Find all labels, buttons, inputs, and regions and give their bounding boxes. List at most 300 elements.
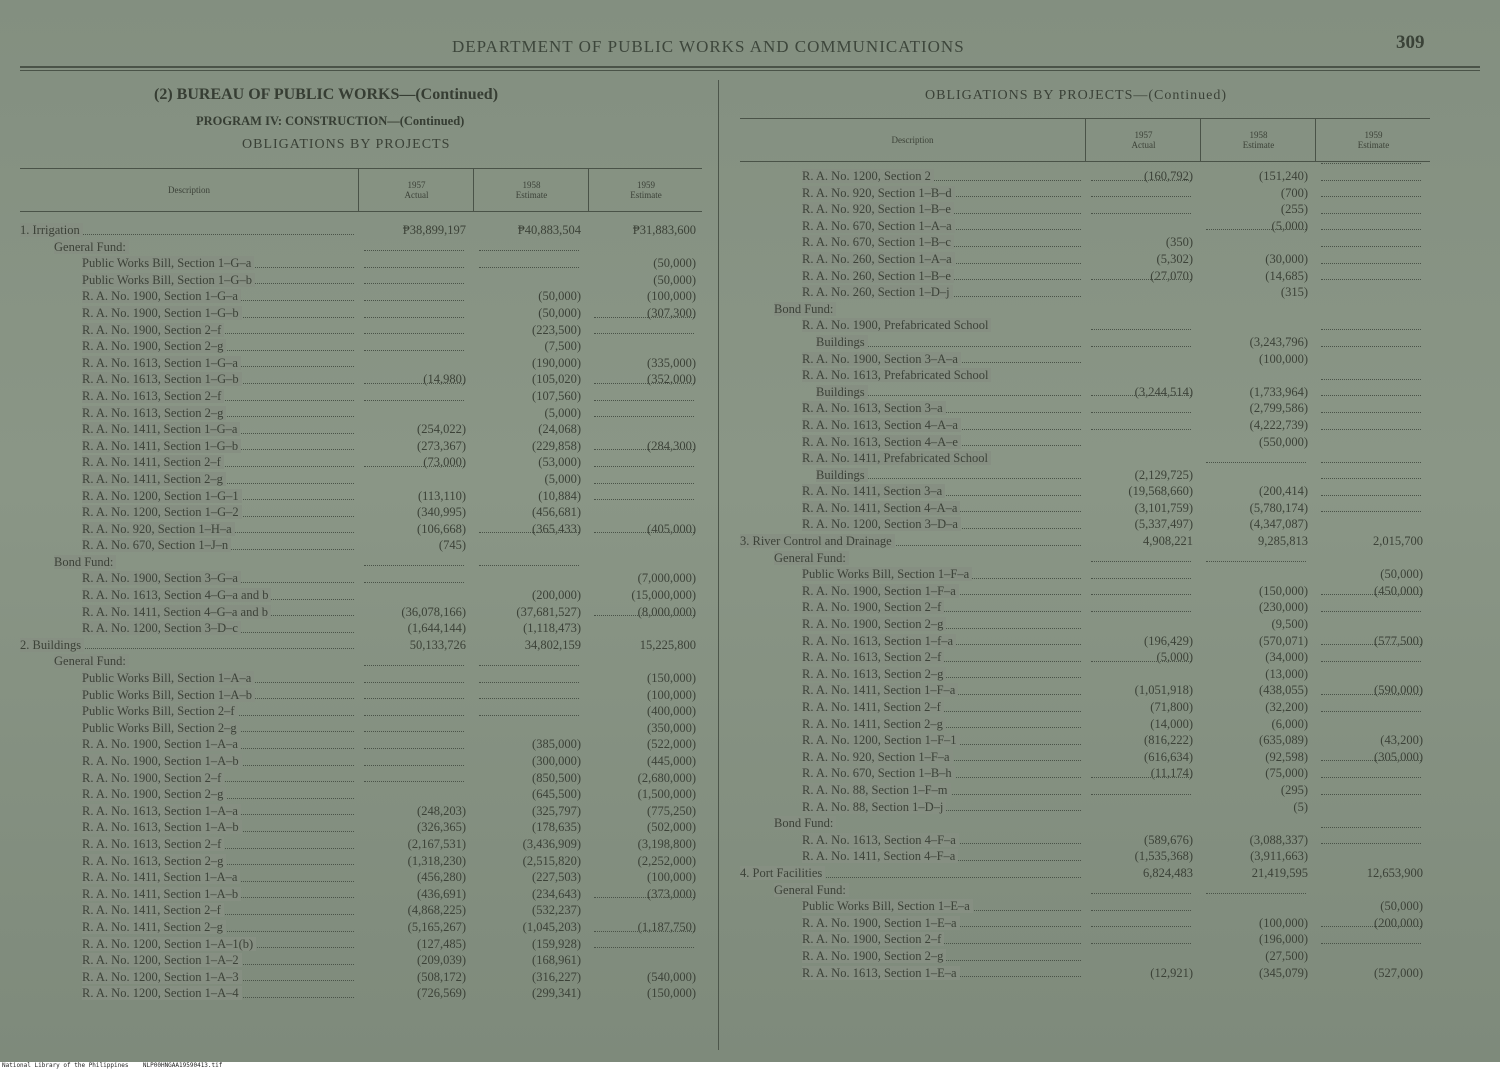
value-1957-actual: (326,365): [417, 820, 466, 835]
value-1958-estimate: (315): [1280, 285, 1308, 300]
fund-heading-row: [740, 550, 1430, 567]
table-row: [740, 749, 1430, 766]
row-description: R. A. No. 1200, Section 1–G–2: [82, 505, 242, 519]
table-row: [740, 599, 1430, 616]
value-1959-estimate: (50,000): [1380, 567, 1423, 582]
value-1958-estimate: (255): [1280, 202, 1308, 217]
value-1958-estimate: (4,222,739): [1249, 417, 1308, 432]
value-1959-estimate: (43,200): [1380, 733, 1423, 748]
value-1957-actual: (1,318,230): [407, 853, 466, 868]
table-row: [20, 703, 702, 720]
row-description: R. A. No. 260, Section 1–B–e: [802, 269, 954, 283]
table-row: [20, 620, 702, 637]
table-row: [20, 985, 702, 1002]
row-description: R. A. No. 1900, Section 1–G–b: [82, 306, 242, 320]
row-description: R. A. No. 1613, Prefabricated School: [802, 368, 991, 382]
table-row: [740, 218, 1430, 235]
row-description: R. A. No. 1411, Section 1–G–b: [82, 439, 241, 453]
value-1958-estimate: (532,237): [532, 903, 581, 918]
row-description: R. A. No. 920, Section 1–H–a: [82, 522, 235, 536]
row-description: R. A. No. 1411, Section 2–f: [802, 700, 944, 714]
row-description: R. A. No. 1411, Section 4–A–a: [802, 501, 960, 515]
table-row: [20, 355, 702, 372]
row-description: R. A. No. 1613, Section 2–g: [82, 854, 226, 868]
table-row: [740, 649, 1430, 666]
row-description: R. A. No. 1900, Section 2–g: [82, 339, 226, 353]
row-description: R. A. No. 1613, Section 1–A–a: [82, 804, 241, 818]
value-1958-estimate: (196,000): [1259, 932, 1308, 947]
table-row: [740, 782, 1430, 799]
row-description: R. A. No. 1613, Section 1–A–b: [82, 820, 242, 834]
value-1958-estimate: (345,079): [1259, 965, 1308, 980]
value-1959-estimate: (540,000): [647, 969, 696, 984]
header-rule: [20, 66, 1480, 68]
table-row: [20, 869, 702, 886]
value-1959-estimate: (50,000): [653, 272, 696, 287]
row-description: R. A. No. 1900, Section 1–F–a: [802, 584, 959, 598]
row-description: 3. River Control and Drainage: [740, 534, 895, 548]
row-description: R. A. No. 1200, Section 1–A–2: [82, 953, 242, 967]
row-description: R. A. No. 1200, Section 1–A–4: [82, 986, 242, 1000]
header-1958-estimate: 1958 Estimate: [1200, 119, 1316, 161]
value-1958-estimate: (325,797): [532, 803, 581, 818]
row-description: R. A. No. 1411, Section 2–g: [82, 920, 226, 934]
table-row: [20, 471, 702, 488]
footer-library: National Library of the Philippines: [2, 1062, 129, 1069]
value-1958-estimate: (299,341): [532, 986, 581, 1001]
value-1957-actual: (5,302): [1156, 251, 1193, 266]
value-1958-estimate: ₱40,883,504: [517, 223, 581, 237]
value-1958-estimate: (229,858): [532, 438, 581, 453]
value-1957-actual: (14,000): [1150, 716, 1193, 731]
running-title: DEPARTMENT OF PUBLIC WORKS AND COMMUNICATIONS: [452, 37, 965, 56]
table-row: [20, 288, 702, 305]
value-1957-actual: (2,129,725): [1134, 467, 1193, 482]
value-1957-actual: (340,995): [417, 505, 466, 520]
value-1957-actual: (3,244,514): [1134, 384, 1193, 399]
row-description: R. A. No. 1411, Section 2–f: [82, 903, 224, 917]
table-row: [740, 915, 1430, 932]
row-description: Public Works Bill, Section 2–f: [82, 704, 238, 718]
value-1957-actual: (11,174): [1150, 766, 1193, 781]
value-1958-estimate: (295): [1280, 782, 1308, 797]
value-1958-estimate: (5): [1293, 799, 1308, 814]
value-1958-estimate: (1,118,473): [523, 621, 581, 636]
row-description: R. A. No. 1411, Section 2–g: [82, 472, 226, 486]
value-1957-actual: (726,569): [417, 986, 466, 1001]
value-1959-estimate: (2,680,000): [637, 770, 696, 785]
value-1958-estimate: (1,733,964): [1249, 384, 1308, 399]
footer-file: NLP00HNGAA19590413.tif: [142, 1062, 223, 1069]
row-description: General Fund:: [774, 883, 849, 897]
value-1958-estimate: (300,000): [532, 754, 581, 768]
bureau-title: (2) BUREAU OF PUBLIC WORKS—(Continued): [154, 86, 499, 103]
value-1957-actual: (1,535,368): [1134, 849, 1193, 864]
value-1958-estimate: (9,500): [1271, 617, 1308, 632]
value-1958-estimate: (190,000): [532, 355, 581, 370]
value-1959-estimate: (522,000): [647, 737, 696, 752]
table-row: [20, 687, 702, 704]
category-total-row: [20, 637, 702, 654]
value-1959-estimate: (200,000): [1374, 915, 1423, 930]
value-1959-estimate: (3,198,800): [637, 836, 696, 851]
value-1958-estimate: (32,200): [1265, 700, 1308, 714]
table-row: [20, 421, 702, 438]
fund-heading-row: [740, 301, 1430, 318]
table-row: [740, 201, 1430, 218]
value-1957-actual: (5,000): [1156, 650, 1193, 665]
table-row: [740, 268, 1430, 285]
value-1959-estimate: (150,000): [647, 671, 696, 686]
table-row: [20, 388, 702, 405]
value-1959-estimate: (373,000): [647, 886, 696, 901]
value-1959-estimate: 15,225,800: [639, 637, 696, 652]
value-1958-estimate: (3,911,663): [1250, 849, 1308, 864]
table-row: [20, 521, 702, 538]
row-description-continued: Buildings: [816, 335, 868, 349]
row-description: R. A. No. 1200, Section 3–D–c: [82, 621, 241, 635]
row-description: Public Works Bill, Section 1–G–b: [82, 273, 255, 287]
row-description: R. A. No. 1900, Section 3–G–a: [82, 571, 241, 585]
obligations-heading: OBLIGATIONS BY PROJECTS: [242, 137, 451, 152]
table-row: [20, 902, 702, 919]
value-1957-actual: (127,485): [417, 936, 466, 951]
value-1959-estimate: (307,300): [647, 305, 696, 320]
table-row: [740, 799, 1430, 816]
value-1959-estimate: (150,000): [647, 986, 696, 1001]
column-separator: [718, 80, 719, 1050]
row-description: Public Works Bill, Section 1–F–a: [802, 567, 972, 581]
value-1958-estimate: (37,681,527): [516, 604, 581, 619]
value-1959-estimate: (8,000,000): [637, 604, 696, 619]
value-1957-actual: (3,101,759): [1134, 500, 1193, 515]
value-1958-estimate: (365,433): [532, 521, 581, 536]
right-table-header: [740, 118, 1430, 162]
value-1957-actual: (1,644,144): [407, 621, 466, 636]
table-row: [740, 633, 1430, 650]
row-description: R. A. No. 1900, Section 1–E–a: [802, 916, 960, 930]
row-description: R. A. No. 1200, Section 1–F–1: [802, 733, 960, 747]
table-row: [20, 438, 702, 455]
table-row: [20, 803, 702, 820]
table-row: [740, 583, 1430, 600]
value-1958-estimate: (223,500): [532, 322, 581, 337]
value-1958-estimate: (2,515,820): [522, 853, 581, 868]
value-1957-actual: (456,280): [417, 870, 466, 885]
value-1959-estimate: (445,000): [647, 754, 696, 768]
value-1959-estimate: (50,000): [1380, 899, 1423, 914]
value-1958-estimate: (30,000): [1265, 251, 1308, 266]
table-row: [740, 251, 1430, 268]
value-1958-estimate: (5,000): [544, 471, 581, 486]
row-description: R. A. No. 1613, Section 4–F–a: [802, 833, 959, 847]
table-row: [740, 434, 1430, 451]
row-description: Public Works Bill, Section 2–g: [82, 721, 240, 735]
row-description: R. A. No. 920, Section 1–F–a: [802, 750, 953, 764]
value-1959-estimate: (335,000): [647, 355, 696, 370]
value-1958-estimate: (178,635): [532, 820, 581, 835]
row-description: R. A. No. 1900, Section 1–G–a: [82, 289, 241, 303]
row-description: R. A. No. 1613, Section 4–G–a and b: [82, 588, 271, 602]
value-1959-estimate: (405,000): [647, 521, 696, 536]
row-description: R. A. No. 1613, Section 1–f–a: [802, 634, 956, 648]
value-1958-estimate: (6,000): [1271, 716, 1308, 731]
value-1958-estimate: (5,000): [544, 405, 581, 420]
right-table-body: [740, 168, 1430, 981]
row-description: R. A. No. 1200, Section 3–D–a: [802, 517, 961, 531]
table-row: [20, 371, 702, 388]
value-1959-estimate: ₱31,883,600: [632, 223, 696, 237]
value-1958-estimate: (316,227): [532, 969, 581, 984]
value-1957-actual: (816,222): [1144, 733, 1193, 748]
value-1958-estimate: (10,884): [538, 488, 581, 503]
table-row: [20, 504, 702, 521]
value-1958-estimate: (24,068): [538, 422, 581, 437]
row-description: R. A. No. 1900, Section 1–A–a: [82, 737, 241, 751]
row-description: R. A. No. 1613, Section 1–G–a: [82, 356, 241, 370]
value-1958-estimate: (107,560): [532, 388, 581, 403]
table-row: [740, 168, 1430, 185]
value-1958-estimate: (550,000): [1259, 434, 1308, 449]
obligations-continued-heading: OBLIGATIONS BY PROJECTS—(Continued): [925, 88, 1228, 103]
row-description: R. A. No. 1900, Section 3–A–a: [802, 352, 961, 366]
table-row: [20, 272, 702, 289]
table-row: [740, 351, 1430, 368]
value-1959-estimate: (100,000): [647, 289, 696, 304]
page-number: 309: [1396, 32, 1425, 53]
value-1957-actual: (254,022): [417, 422, 466, 437]
value-1959-estimate: (502,000): [647, 820, 696, 835]
row-description: R. A. No. 1411, Section 3–a: [802, 484, 945, 498]
row-description: R. A. No. 1411, Section 4–F–a: [802, 849, 958, 863]
row-description: Public Works Bill, Section 1–E–a: [802, 899, 973, 913]
table-row: [740, 185, 1430, 202]
row-description: R. A. No. 1411, Section 1–F–a: [802, 683, 958, 697]
table-row: [20, 305, 702, 322]
value-1959-estimate: (400,000): [647, 704, 696, 719]
value-1957-actual: (436,691): [417, 886, 466, 901]
value-1958-estimate: 21,419,595: [1251, 865, 1308, 880]
row-description: R. A. No. 1613, Section 2–g: [802, 667, 946, 681]
table-row: [740, 765, 1430, 782]
value-1958-estimate: (645,500): [532, 787, 581, 802]
table-row: [20, 853, 702, 870]
row-description: 4. Port Facilities: [740, 866, 825, 880]
value-1957-actual: (209,039): [417, 953, 466, 968]
scan-footer: [0, 1062, 1500, 1070]
value-1958-estimate: (234,643): [532, 886, 581, 901]
table-row: [20, 488, 702, 505]
category-total-row: [20, 222, 702, 239]
value-1957-actual: (2,167,531): [407, 836, 466, 851]
header-rule-thin: [20, 70, 1480, 71]
value-1958-estimate: (7,500): [544, 339, 581, 354]
value-1957-actual: (745): [438, 538, 466, 553]
value-1958-estimate: (230,000): [1259, 600, 1308, 615]
row-description: R. A. No. 1900, Section 2–f: [802, 600, 944, 614]
value-1958-estimate: (5,780,174): [1249, 500, 1308, 515]
row-description: R. A. No. 1900, Section 1–A–b: [82, 754, 242, 768]
value-1958-estimate: (850,500): [532, 770, 581, 785]
row-description-continued: Buildings: [816, 385, 868, 399]
row-description: R. A. No. 1200, Section 1–A–1(b): [82, 937, 256, 951]
value-1959-estimate: (2,252,000): [637, 853, 696, 868]
row-description: R. A. No. 1613, Section 2–f: [802, 650, 944, 664]
value-1958-estimate: (570,071): [1259, 633, 1308, 648]
table-row: [740, 566, 1430, 583]
table-row: [20, 969, 702, 986]
row-description: R. A. No. 1900, Prefabricated School: [802, 318, 991, 332]
value-1957-actual: (616,634): [1144, 749, 1193, 764]
table-row: [740, 965, 1430, 982]
row-description: R. A. No. 1613, Section 2–g: [82, 406, 226, 420]
row-description: R. A. No. 670, Section 1–B–h: [802, 766, 955, 780]
row-description: 1. Irrigation: [20, 223, 83, 237]
value-1957-actual: (4,868,225): [407, 903, 466, 918]
header-1958-estimate: 1958 Estimate: [473, 169, 589, 211]
row-description: R. A. No. 920, Section 1–B–e: [802, 202, 954, 216]
value-1957-actual: (248,203): [417, 803, 466, 818]
table-row: [740, 832, 1430, 849]
table-row: [20, 570, 702, 587]
value-1959-estimate: (305,000): [1374, 749, 1423, 764]
value-1958-estimate: (2,799,586): [1249, 401, 1308, 416]
row-description: General Fund:: [54, 240, 129, 254]
row-description: R. A. No. 1900, Section 2–g: [802, 949, 946, 963]
value-1957-actual: (1,051,918): [1134, 683, 1193, 698]
row-description: R. A. No. 1900, Section 2–f: [82, 771, 224, 785]
value-1957-actual: (508,172): [417, 969, 466, 984]
value-1959-estimate: 2,015,700: [1373, 534, 1423, 549]
value-1958-estimate: (3,088,337): [1249, 832, 1308, 847]
value-1958-estimate: (438,055): [1259, 683, 1308, 698]
table-row: [20, 886, 702, 903]
row-description: R. A. No. 1900, Section 2–f: [802, 932, 944, 946]
value-1959-estimate: (577,500): [1374, 633, 1423, 648]
row-description: R. A. No. 1411, Section 4–G–a and b: [82, 605, 271, 619]
value-1959-estimate: (15,000,000): [631, 588, 696, 603]
row-description: Public Works Bill, Section 1–G–a: [82, 256, 254, 270]
value-1957-actual: 4,908,221: [1143, 534, 1193, 549]
row-description: R. A. No. 260, Section 1–D–j: [802, 285, 953, 299]
value-1959-estimate: (590,000): [1374, 683, 1423, 698]
table-row: [20, 919, 702, 936]
fund-heading-row: [740, 882, 1430, 899]
row-description: Public Works Bill, Section 1–A–a: [82, 671, 254, 685]
table-row: [20, 670, 702, 687]
table-row: [740, 948, 1430, 965]
table-row: [740, 417, 1430, 434]
value-1958-estimate: (635,089): [1259, 733, 1308, 748]
row-description: R. A. No. 1900, Section 2–g: [802, 617, 946, 631]
value-1959-estimate: (100,000): [647, 687, 696, 702]
value-1957-actual: (71,800): [1150, 700, 1193, 714]
table-row: [740, 616, 1430, 633]
value-1957-actual: (5,165,267): [407, 919, 466, 934]
row-description: R. A. No. 1411, Section 1–G–a: [82, 422, 240, 436]
value-1958-estimate: (150,000): [1259, 583, 1308, 598]
value-1957-actual: (160,792): [1144, 169, 1193, 183]
row-description: R. A. No. 1411, Section 1–A–a: [82, 870, 240, 884]
row-description: R. A. No. 1200, Section 1–G–1: [82, 489, 242, 503]
value-1958-estimate: (200,414): [1259, 484, 1308, 499]
value-1958-estimate: 9,285,813: [1258, 534, 1308, 549]
value-1958-estimate: (456,681): [532, 505, 581, 520]
table-row: [20, 454, 702, 471]
table-row: [20, 587, 702, 604]
value-1958-estimate: (1,045,203): [522, 919, 581, 934]
value-1958-estimate: (5,000): [1271, 218, 1308, 233]
value-1958-estimate: (105,020): [532, 372, 581, 387]
value-1958-estimate: (151,240): [1259, 169, 1308, 183]
table-row: [740, 500, 1430, 517]
row-description: R. A. No. 1200, Section 1–A–3: [82, 970, 242, 984]
table-row: [20, 936, 702, 953]
table-row: [740, 716, 1430, 733]
table-row: [20, 736, 702, 753]
row-description-continued: Buildings: [816, 468, 868, 482]
fund-heading-row: [20, 239, 702, 256]
fund-heading-row: [20, 653, 702, 670]
header-description: Description: [891, 135, 934, 145]
value-1957-actual: (12,921): [1150, 965, 1193, 980]
value-1958-estimate: (700): [1280, 185, 1308, 200]
row-description: R. A. No. 1411, Section 2–f: [82, 455, 224, 469]
row-description: R. A. No. 670, Section 1–A–a: [802, 219, 955, 233]
value-1958-estimate: (200,000): [532, 588, 581, 603]
value-1958-estimate: (27,500): [1265, 948, 1308, 963]
value-1959-estimate: (350,000): [647, 720, 696, 735]
value-1959-estimate: (352,000): [647, 372, 696, 387]
value-1959-estimate: (284,300): [647, 438, 696, 453]
row-description: R. A. No. 1900, Section 2–g: [82, 787, 226, 801]
table-row: [20, 338, 702, 355]
table-row: [20, 770, 702, 787]
row-description: R. A. No. 1411, Section 1–A–b: [82, 887, 241, 901]
row-description: R. A. No. 260, Section 1–A–a: [802, 252, 955, 266]
table-row: [20, 604, 702, 621]
value-1958-estimate: (3,243,796): [1249, 334, 1308, 349]
table-row: [20, 952, 702, 969]
left-table-body: [20, 222, 702, 1002]
program-title: PROGRAM IV: CONSTRUCTION—(Continued): [196, 114, 465, 128]
row-description: R. A. No. 1613, Section 1–E–a: [802, 966, 960, 980]
value-1958-estimate: 34,802,159: [524, 637, 581, 652]
table-row: [740, 234, 1430, 251]
table-row: [20, 537, 702, 554]
table-row: [740, 400, 1430, 417]
table-row: [20, 753, 702, 770]
header-1957-actual: 1957 Actual: [358, 169, 474, 211]
value-1958-estimate: (385,000): [532, 737, 581, 752]
value-1957-actual: (14,980): [423, 372, 466, 387]
fund-heading-row: [740, 815, 1430, 832]
row-description: R. A. No. 920, Section 1–B–d: [802, 186, 955, 200]
value-1957-actual: (350): [1165, 235, 1193, 250]
table-row: [20, 255, 702, 272]
value-1958-estimate: (53,000): [538, 455, 581, 470]
row-description: R. A. No. 1900, Section 2–f: [82, 323, 224, 337]
value-1959-estimate: (100,000): [647, 870, 696, 885]
value-1957-actual: (273,367): [417, 438, 466, 453]
row-description: R. A. No. 1613, Section 2–f: [82, 837, 224, 851]
value-1958-estimate: (100,000): [1259, 915, 1308, 930]
value-1958-estimate: (14,685): [1265, 268, 1308, 283]
row-description: R. A. No. 1613, Section 1–G–b: [82, 372, 242, 386]
table-row: [740, 732, 1430, 749]
row-description: Public Works Bill, Section 1–A–b: [82, 688, 255, 702]
table-row: [740, 898, 1430, 915]
